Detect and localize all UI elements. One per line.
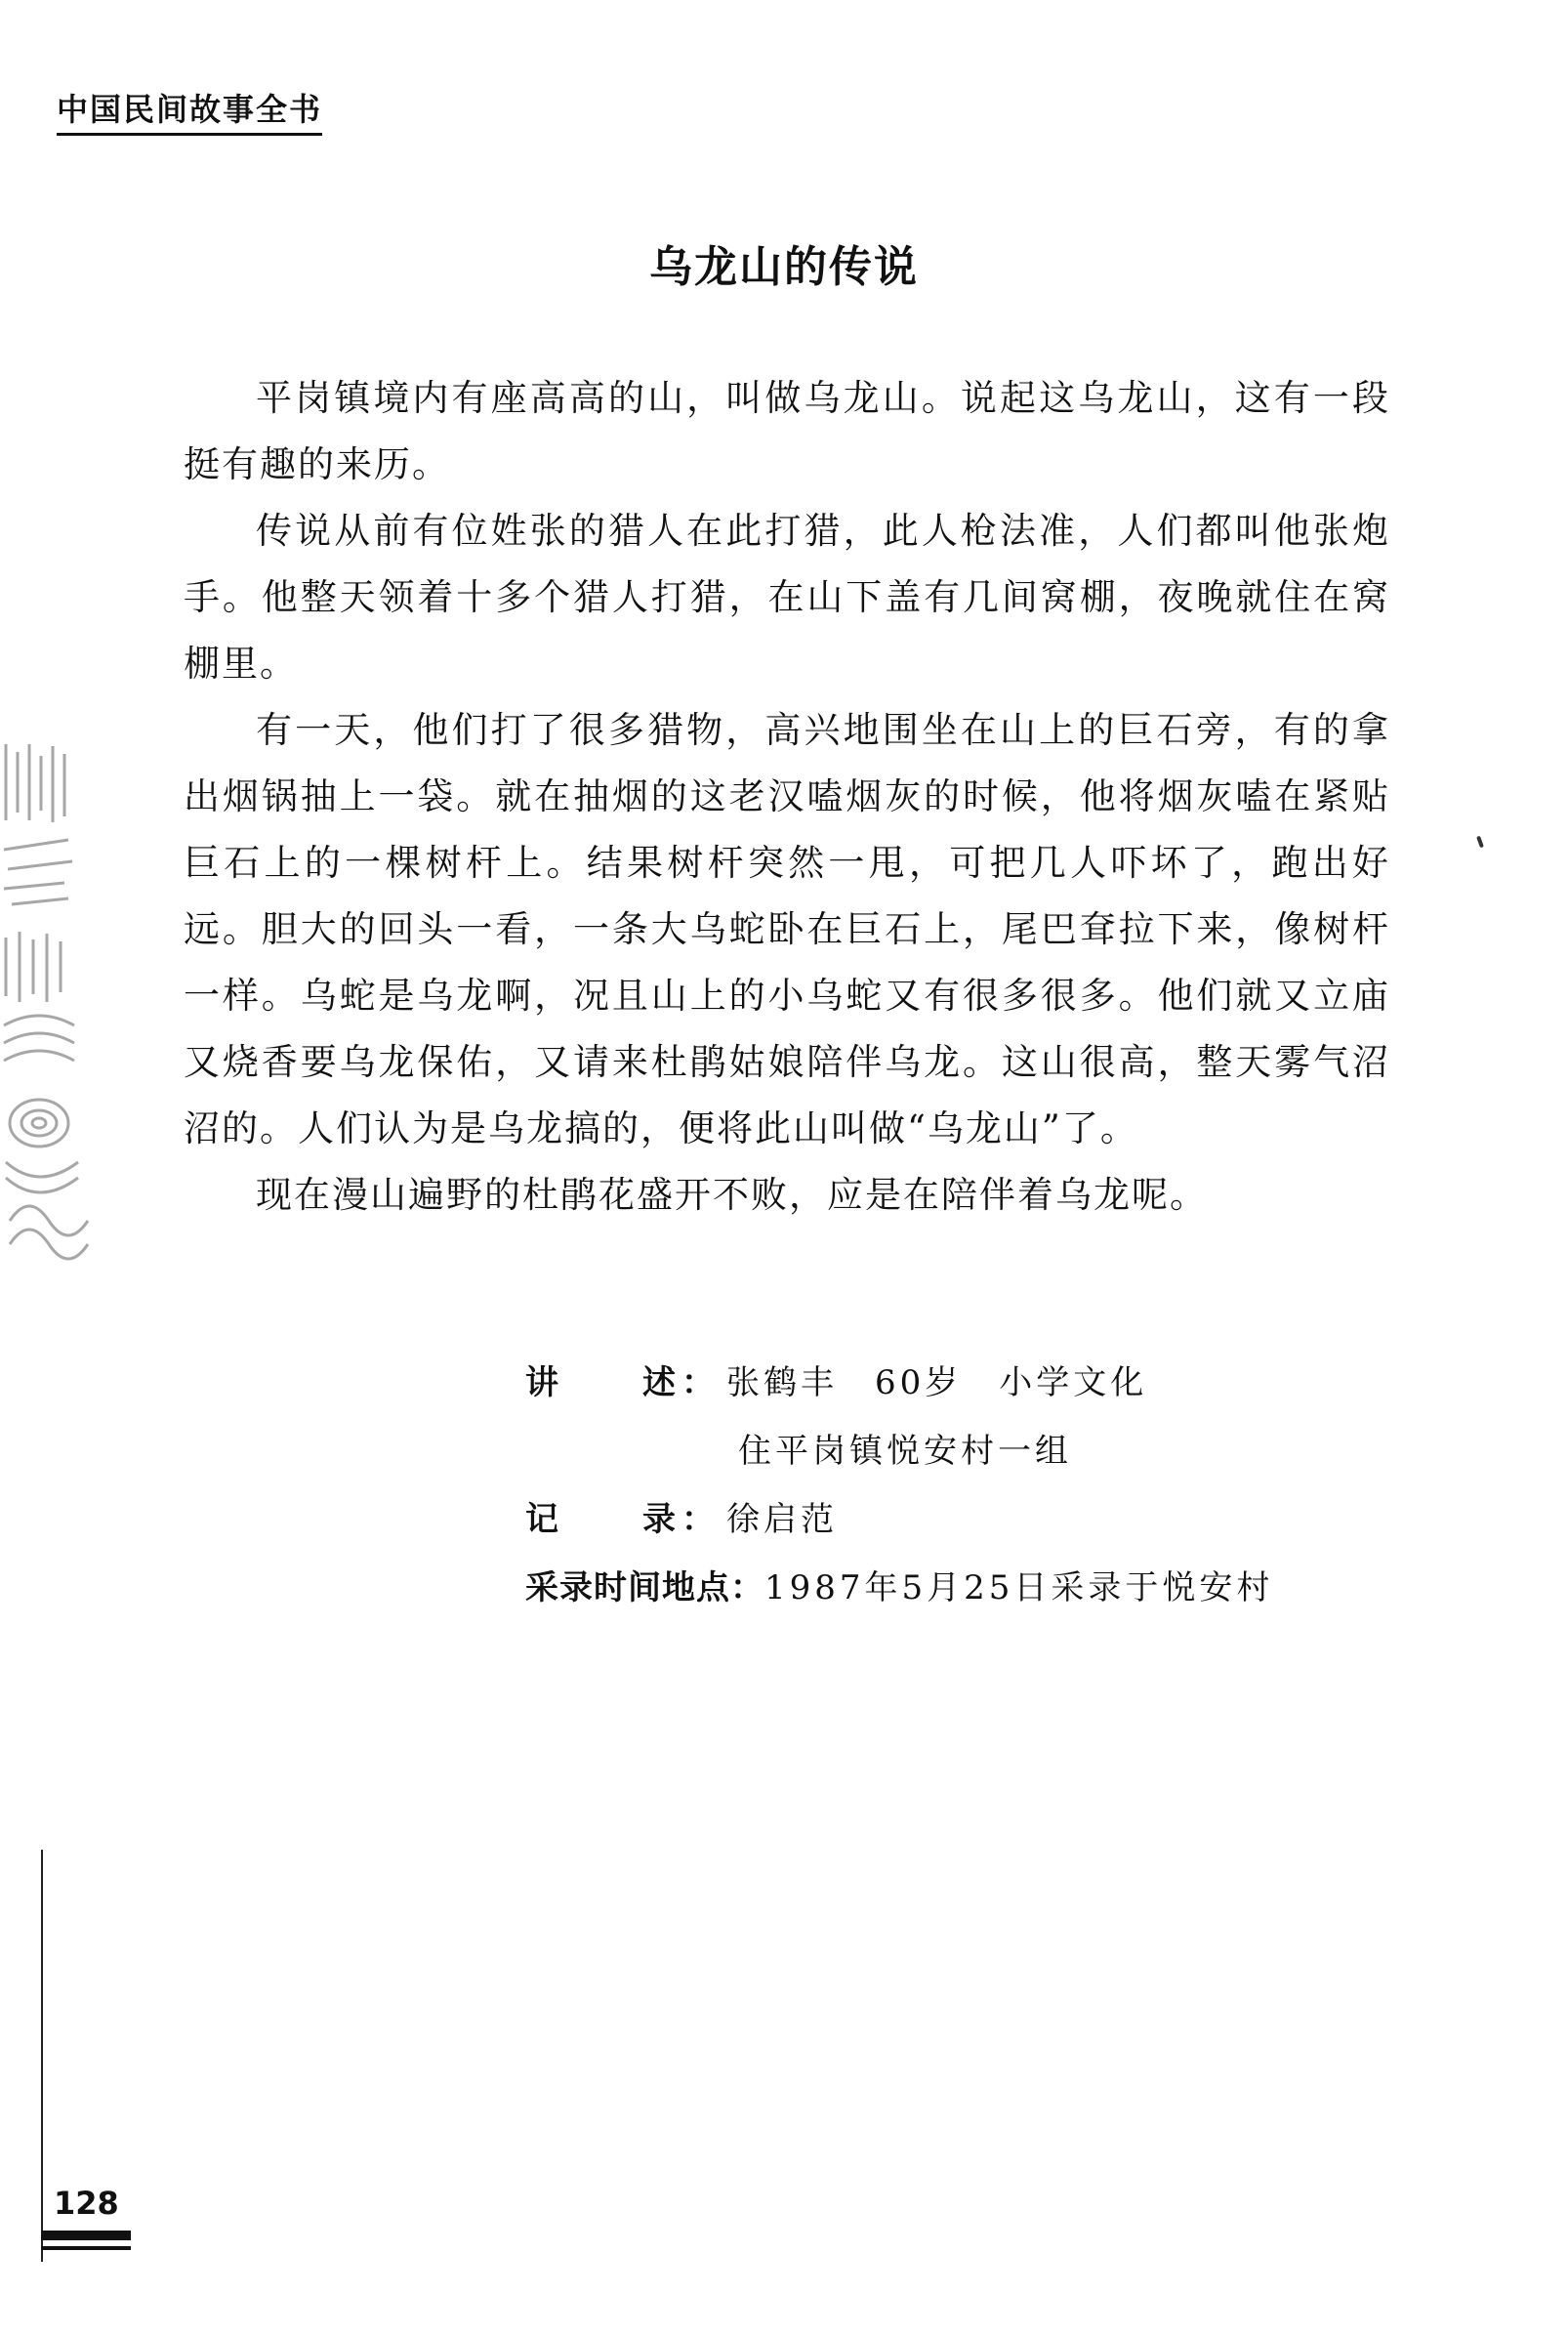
recorder-value: 徐启范 <box>726 1500 838 1539</box>
story-paragraph: 平岗镇境内有座高高的山，叫做乌龙山。说起这乌龙山，这有一段挺有趣的来历。 <box>184 377 1390 485</box>
story-paragraph: 现在漫山遍野的杜鹃花盛开不败，应是在陪伴着乌龙呢。 <box>256 1174 1208 1216</box>
page-number: 128 <box>54 2185 119 2222</box>
recorder-row <box>525 1492 1404 1561</box>
margin-ornament-icon <box>0 732 94 1279</box>
margin-rule <box>41 1850 43 2262</box>
time-place-value: 1987年5月25日采录于悦安村 <box>764 1568 1274 1607</box>
narrator-address-row <box>525 1424 1404 1492</box>
narrator-address: 住平岗镇悦安村一组 <box>738 1432 1072 1471</box>
time-place-label: 采录时间地点： <box>525 1568 764 1607</box>
narrator-label: 讲 述： <box>525 1363 721 1402</box>
story-paragraph: 有一天，他们打了很多猎物，高兴地围坐在山上的巨石旁，有的拿出烟锅抽上一袋。就在抽烟的这老汉嗑烟灰的时候，他将烟灰嗑在紧贴巨石上的一棵树杆上。结果树杆突然一甩，可把几人吓坏了，跑出好远。胆大的回头一看，一条大乌蛇卧在巨石上，尾巴耷拉下来，像树杆一样。乌蛇是乌龙啊，况且山上的小乌蛇又有很多很多。他们就又立庙又烧香要乌龙保佑，又请来杜鹃姑娘陪伴乌龙。这山很高，整天雾气沼沼的。人们认为是乌龙搞的，便将此山叫做“乌龙山”了。 <box>184 709 1390 1149</box>
story-body <box>184 365 1390 1229</box>
print-speck <box>1476 836 1484 849</box>
folio-bar <box>41 2231 131 2240</box>
folio-bar <box>41 2246 131 2250</box>
narrator-row <box>525 1356 1404 1424</box>
time-place-row <box>525 1561 1404 1629</box>
story-credits <box>525 1356 1404 1629</box>
story-paragraph: 传说从前有位姓张的猎人在此打猎，此人枪法准，人们都叫他张炮手。他整天领着十多个猎人打猎，在山下盖有几间窝棚，夜晚就住在窝棚里。 <box>184 510 1390 685</box>
recorder-label: 记 录： <box>525 1500 721 1539</box>
running-header: 中国民间故事全书 <box>57 90 322 136</box>
story-title: 乌龙山的传说 <box>649 242 919 292</box>
narrator-value: 张鹤丰 60岁 小学文化 <box>726 1363 1148 1402</box>
